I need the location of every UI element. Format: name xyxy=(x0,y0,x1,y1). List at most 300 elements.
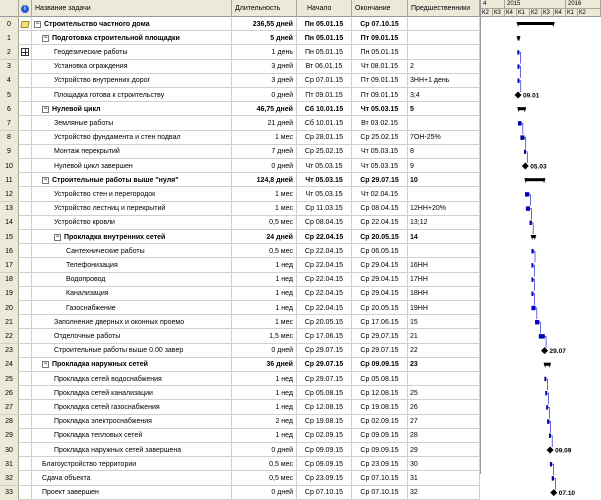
end-cell[interactable]: Ср 17.06.15 xyxy=(352,315,408,329)
dependency-link[interactable] xyxy=(519,67,521,78)
milestone-marker[interactable] xyxy=(522,163,529,170)
milestone-marker[interactable] xyxy=(515,92,522,99)
end-cell[interactable]: Ср 07.10.15 xyxy=(352,486,408,500)
predecessors-cell[interactable]: 10 xyxy=(408,173,480,187)
duration-cell[interactable]: 2 нед xyxy=(232,415,297,429)
task-name-cell[interactable] xyxy=(32,116,232,130)
end-cell[interactable]: Чт 05.03.15 xyxy=(352,145,408,159)
start-cell[interactable]: Ср 11.03.15 xyxy=(297,202,352,216)
end-cell[interactable]: Чт 08.01.15 xyxy=(352,60,408,74)
milestone-label[interactable]: 07.10 xyxy=(558,490,576,498)
dependency-link[interactable] xyxy=(539,322,541,333)
end-cell[interactable]: Ср 29.04.15 xyxy=(352,273,408,287)
start-cell[interactable]: Ср 17.06.15 xyxy=(297,329,352,343)
row-id[interactable]: 24 xyxy=(0,358,19,372)
start-cell[interactable]: Чт 05.03.15 xyxy=(297,187,352,201)
dependency-link[interactable] xyxy=(547,393,549,404)
duration-cell[interactable]: 1 нед xyxy=(232,372,297,386)
table-row[interactable] xyxy=(0,202,480,216)
start-cell[interactable]: Ср 08.04.15 xyxy=(297,216,352,230)
end-cell[interactable]: Ср 07.10.15 xyxy=(352,17,408,31)
duration-cell[interactable]: 1 нед xyxy=(232,301,297,315)
end-cell[interactable]: Ср 29.04.15 xyxy=(352,258,408,272)
end-cell[interactable]: Ср 25.02.15 xyxy=(352,131,408,145)
end-cell[interactable]: Ср 06.05.15 xyxy=(352,244,408,258)
duration-cell[interactable]: 1 нед xyxy=(232,287,297,301)
duration-cell[interactable]: 1 нед xyxy=(232,386,297,400)
task-name-cell[interactable] xyxy=(32,131,232,145)
row-id[interactable]: 13 xyxy=(0,202,19,216)
predecessors-cell[interactable]: 8 xyxy=(408,145,480,159)
predecessors-cell[interactable]: 17НН xyxy=(408,273,480,287)
table-row[interactable] xyxy=(0,145,480,159)
task-name-cell[interactable] xyxy=(32,102,232,116)
predecessors-cell[interactable]: 26 xyxy=(408,400,480,414)
milestone-marker[interactable] xyxy=(541,347,548,354)
task-bar[interactable] xyxy=(530,221,532,225)
predecessors-cell[interactable]: 25 xyxy=(408,386,480,400)
table-row[interactable] xyxy=(0,372,480,386)
predecessors-cell[interactable]: 23 xyxy=(408,358,480,372)
start-cell[interactable]: Ср 09.09.15 xyxy=(297,457,352,471)
predecessors-cell[interactable]: 14 xyxy=(408,230,480,244)
predecessors-cell[interactable] xyxy=(408,372,480,386)
dependency-link[interactable] xyxy=(551,436,553,447)
table-row[interactable] xyxy=(0,443,480,457)
task-name-cell[interactable] xyxy=(32,344,232,358)
duration-cell[interactable]: 0 дней xyxy=(232,443,297,457)
task-name-cell[interactable] xyxy=(32,258,232,272)
start-cell[interactable]: Ср 09.09.15 xyxy=(297,443,352,457)
start-cell[interactable]: Ср 05.08.15 xyxy=(297,386,352,400)
task-name-cell[interactable] xyxy=(32,471,232,485)
end-cell[interactable]: Ср 09.09.15 xyxy=(352,443,408,457)
table-row[interactable] xyxy=(0,315,480,329)
header-duration[interactable]: Длительность xyxy=(232,0,297,17)
predecessors-cell[interactable]: 21 xyxy=(408,329,480,343)
table-row[interactable] xyxy=(0,159,480,173)
dependency-link[interactable] xyxy=(529,194,531,205)
row-id[interactable]: 18 xyxy=(0,273,19,287)
milestone-marker[interactable] xyxy=(550,489,557,496)
predecessors-cell[interactable]: 32 xyxy=(408,486,480,500)
row-id[interactable]: 21 xyxy=(0,315,19,329)
start-cell[interactable]: Сб 10.01.15 xyxy=(297,116,352,130)
end-cell[interactable]: Ср 29.07.15 xyxy=(352,344,408,358)
end-cell[interactable]: Ср 20.05.15 xyxy=(352,230,408,244)
start-cell[interactable]: Ср 22.04.15 xyxy=(297,230,352,244)
row-id[interactable]: 4 xyxy=(0,74,19,88)
end-cell[interactable]: Ср 29.07.15 xyxy=(352,173,408,187)
end-cell[interactable]: Пт 09.01.15 xyxy=(352,31,408,45)
duration-cell[interactable]: 1 мес xyxy=(232,315,297,329)
dependency-link[interactable] xyxy=(524,138,526,149)
dependency-link[interactable] xyxy=(533,265,535,276)
predecessors-cell[interactable]: 3НН+1 день xyxy=(408,74,480,88)
start-cell[interactable]: Пн 05.01.15 xyxy=(297,31,352,45)
end-cell[interactable]: Ср 09.09.15 xyxy=(352,358,408,372)
table-row[interactable] xyxy=(0,301,480,315)
start-cell[interactable]: Вт 06.01.15 xyxy=(297,60,352,74)
end-cell[interactable]: Ср 02.09.15 xyxy=(352,415,408,429)
duration-cell[interactable]: 0,5 мес xyxy=(232,471,297,485)
table-row[interactable] xyxy=(0,273,480,287)
end-cell[interactable]: Ср 07.10.15 xyxy=(352,471,408,485)
end-cell[interactable]: Чт 05.03.15 xyxy=(352,102,408,116)
task-name-cell[interactable] xyxy=(32,429,232,443)
row-id[interactable]: 28 xyxy=(0,415,19,429)
table-row[interactable] xyxy=(0,17,480,31)
start-cell[interactable]: Ср 20.05.15 xyxy=(297,315,352,329)
duration-cell[interactable]: 1 нед xyxy=(232,273,297,287)
table-row[interactable] xyxy=(0,358,480,372)
row-id[interactable]: 10 xyxy=(0,159,19,173)
end-cell[interactable]: Пн 05.01.15 xyxy=(352,45,408,59)
task-name-cell[interactable] xyxy=(32,329,232,343)
dependency-link[interactable] xyxy=(519,81,521,92)
start-cell[interactable]: Ср 29.07.15 xyxy=(297,372,352,386)
duration-cell[interactable]: 1 нед xyxy=(232,258,297,272)
task-bar[interactable] xyxy=(518,50,520,54)
header-id[interactable] xyxy=(0,0,19,17)
table-row[interactable] xyxy=(0,471,480,485)
row-id[interactable]: 12 xyxy=(0,187,19,201)
table-row[interactable] xyxy=(0,74,480,88)
start-cell[interactable]: Пн 05.01.15 xyxy=(297,45,352,59)
duration-cell[interactable]: 124,8 дней xyxy=(232,173,297,187)
predecessors-cell[interactable]: 19НН xyxy=(408,301,480,315)
start-cell[interactable]: Ср 29.07.15 xyxy=(297,344,352,358)
table-row[interactable] xyxy=(0,31,480,45)
row-id[interactable]: 6 xyxy=(0,102,19,116)
task-name-cell[interactable] xyxy=(32,17,232,31)
table-row[interactable] xyxy=(0,258,480,272)
task-name-cell[interactable] xyxy=(32,173,232,187)
task-name-cell[interactable] xyxy=(32,60,232,74)
start-cell[interactable]: Чт 05.03.15 xyxy=(297,173,352,187)
predecessors-cell[interactable] xyxy=(408,31,480,45)
task-bar[interactable] xyxy=(535,320,539,324)
table-row[interactable] xyxy=(0,415,480,429)
task-name-cell[interactable] xyxy=(32,400,232,414)
start-cell[interactable]: Ср 22.04.15 xyxy=(297,301,352,315)
milestone-label[interactable]: 29.07 xyxy=(549,348,566,356)
task-name-cell[interactable] xyxy=(32,457,232,471)
dependency-link[interactable] xyxy=(533,294,535,305)
row-id[interactable]: 25 xyxy=(0,372,19,386)
task-bar[interactable] xyxy=(532,263,534,267)
end-cell[interactable]: Ср 12.08.15 xyxy=(352,386,408,400)
start-cell[interactable]: Ср 19.08.15 xyxy=(297,415,352,429)
predecessors-cell[interactable] xyxy=(408,187,480,201)
row-id[interactable]: 11 xyxy=(0,173,19,187)
task-name-cell[interactable] xyxy=(32,230,232,244)
table-row[interactable] xyxy=(0,116,480,130)
dependency-link[interactable] xyxy=(546,379,548,390)
start-cell[interactable]: Ср 25.02.15 xyxy=(297,145,352,159)
task-name-cell[interactable] xyxy=(32,31,232,45)
table-row[interactable] xyxy=(0,45,480,59)
dependency-link[interactable] xyxy=(532,223,534,234)
end-cell[interactable]: Ср 20.05.15 xyxy=(352,301,408,315)
row-id[interactable]: 16 xyxy=(0,244,19,258)
dependency-link[interactable] xyxy=(545,336,547,347)
task-bar[interactable] xyxy=(547,420,549,424)
start-cell[interactable]: Ср 07.10.15 xyxy=(297,486,352,500)
duration-cell[interactable]: 1 нед xyxy=(232,429,297,443)
task-bar[interactable] xyxy=(552,476,554,480)
duration-cell[interactable]: 0 дней xyxy=(232,486,297,500)
duration-cell[interactable]: 236,55 дней xyxy=(232,17,297,31)
note-icon[interactable] xyxy=(20,21,29,28)
end-cell[interactable]: Пт 09.01.15 xyxy=(352,74,408,88)
row-id[interactable]: 17 xyxy=(0,258,19,272)
task-bar[interactable] xyxy=(549,434,551,438)
table-row[interactable] xyxy=(0,486,480,500)
dependency-link[interactable] xyxy=(519,52,521,63)
summary-bar[interactable] xyxy=(525,178,544,181)
duration-cell[interactable]: 5 дней xyxy=(232,31,297,45)
task-name-cell[interactable] xyxy=(32,145,232,159)
row-id[interactable]: 33 xyxy=(0,486,19,500)
end-cell[interactable]: Пт 09.01.15 xyxy=(352,88,408,102)
duration-cell[interactable]: 0,5 мес xyxy=(232,457,297,471)
row-id[interactable]: 2 xyxy=(0,45,19,59)
predecessors-cell[interactable]: 12НН+20% xyxy=(408,202,480,216)
predecessors-cell[interactable]: 29 xyxy=(408,443,480,457)
predecessors-cell[interactable]: 13;12 xyxy=(408,216,480,230)
duration-cell[interactable]: 21 дней xyxy=(232,116,297,130)
task-bar[interactable] xyxy=(546,405,548,409)
row-id[interactable]: 5 xyxy=(0,88,19,102)
end-cell[interactable]: Ср 09.09.15 xyxy=(352,429,408,443)
task-bar[interactable] xyxy=(532,278,534,282)
task-name-cell[interactable] xyxy=(32,273,232,287)
start-cell[interactable]: Ср 22.04.15 xyxy=(297,258,352,272)
end-cell[interactable]: Ср 19.08.15 xyxy=(352,400,408,414)
end-cell[interactable]: Вт 03.02.15 xyxy=(352,116,408,130)
start-cell[interactable]: Ср 29.07.15 xyxy=(297,358,352,372)
duration-cell[interactable]: 1 мес xyxy=(232,202,297,216)
task-bar[interactable] xyxy=(539,334,545,338)
task-name-cell[interactable] xyxy=(32,301,232,315)
header-end[interactable]: Окончание xyxy=(352,0,408,17)
dependency-link[interactable] xyxy=(548,407,550,418)
table-row[interactable] xyxy=(0,131,480,145)
predecessors-cell[interactable]: 18НН xyxy=(408,287,480,301)
table-row[interactable] xyxy=(0,187,480,201)
task-bar[interactable] xyxy=(550,462,552,466)
start-cell[interactable]: Ср 12.08.15 xyxy=(297,400,352,414)
end-cell[interactable]: Чт 02.04.15 xyxy=(352,187,408,201)
task-name-cell[interactable] xyxy=(32,415,232,429)
task-bar[interactable] xyxy=(526,207,530,211)
duration-cell[interactable]: 3 дней xyxy=(232,74,297,88)
dependency-link[interactable] xyxy=(552,464,554,475)
collapse-toggle[interactable]: − xyxy=(43,34,48,41)
duration-cell[interactable]: 0 дней xyxy=(232,344,297,358)
row-id[interactable]: 1 xyxy=(0,31,19,45)
start-cell[interactable]: Ср 22.04.15 xyxy=(297,273,352,287)
table-row[interactable] xyxy=(0,216,480,230)
dependency-link[interactable] xyxy=(526,152,528,163)
task-name-cell[interactable] xyxy=(32,74,232,88)
duration-cell[interactable]: 24 дней xyxy=(232,230,297,244)
row-id[interactable]: 29 xyxy=(0,429,19,443)
table-row[interactable] xyxy=(0,88,480,102)
header-start[interactable]: Начало xyxy=(297,0,352,17)
table-row[interactable] xyxy=(0,329,480,343)
dependency-link[interactable] xyxy=(530,209,532,220)
task-bar[interactable] xyxy=(518,121,521,125)
task-name-cell[interactable] xyxy=(32,443,232,457)
table-row[interactable] xyxy=(0,287,480,301)
collapse-toggle[interactable]: − xyxy=(43,361,48,368)
dependency-link[interactable] xyxy=(535,308,537,319)
table-row[interactable] xyxy=(0,244,480,258)
predecessors-cell[interactable] xyxy=(408,45,480,59)
table-row[interactable] xyxy=(0,173,480,187)
row-id[interactable]: 8 xyxy=(0,131,19,145)
table-icon[interactable] xyxy=(21,48,29,56)
header-predecessors[interactable]: Предшественники xyxy=(408,0,480,17)
row-id[interactable]: 22 xyxy=(0,329,19,343)
dependency-link[interactable] xyxy=(521,123,523,134)
duration-cell[interactable]: 0 дней xyxy=(232,88,297,102)
row-id[interactable]: 14 xyxy=(0,216,19,230)
row-id[interactable]: 23 xyxy=(0,344,19,358)
task-bar[interactable] xyxy=(518,79,520,83)
table-row[interactable] xyxy=(0,102,480,116)
predecessors-cell[interactable] xyxy=(408,17,480,31)
collapse-toggle[interactable]: − xyxy=(43,105,48,112)
duration-cell[interactable]: 7 дней xyxy=(232,145,297,159)
duration-cell[interactable]: 0 дней xyxy=(232,159,297,173)
predecessors-cell[interactable]: 5 xyxy=(408,102,480,116)
task-bar[interactable] xyxy=(532,306,536,310)
predecessors-cell[interactable] xyxy=(408,244,480,258)
duration-cell[interactable]: 1 день xyxy=(232,45,297,59)
duration-cell[interactable]: 46,75 дней xyxy=(232,102,297,116)
predecessors-cell[interactable]: 28 xyxy=(408,429,480,443)
task-name-cell[interactable] xyxy=(32,159,232,173)
milestone-label[interactable]: 09.09 xyxy=(555,447,572,455)
table-row[interactable] xyxy=(0,386,480,400)
dependency-link[interactable] xyxy=(533,251,535,262)
table-row[interactable] xyxy=(0,457,480,471)
milestone-label[interactable]: 05.03 xyxy=(530,163,547,171)
task-bar[interactable] xyxy=(532,249,534,253)
start-cell[interactable]: Ср 28.01.15 xyxy=(297,131,352,145)
end-cell[interactable]: Ср 29.04.15 xyxy=(352,287,408,301)
table-row[interactable] xyxy=(0,60,480,74)
end-cell[interactable]: Ср 29.07.15 xyxy=(352,329,408,343)
task-bar[interactable] xyxy=(521,136,525,140)
end-cell[interactable]: Чт 05.03.15 xyxy=(352,159,408,173)
end-cell[interactable]: Ср 23.09.15 xyxy=(352,457,408,471)
start-cell[interactable]: Пн 05.01.15 xyxy=(297,17,352,31)
predecessors-cell[interactable]: 16НН xyxy=(408,258,480,272)
end-cell[interactable]: Ср 05.08.15 xyxy=(352,372,408,386)
collapse-toggle[interactable]: − xyxy=(35,20,40,27)
table-row[interactable] xyxy=(0,429,480,443)
task-bar[interactable] xyxy=(525,192,529,196)
task-name-cell[interactable] xyxy=(32,386,232,400)
predecessors-cell[interactable]: 2 xyxy=(408,60,480,74)
start-cell[interactable]: Ср 02.09.15 xyxy=(297,429,352,443)
start-cell[interactable]: Ср 22.04.15 xyxy=(297,244,352,258)
row-id[interactable]: 19 xyxy=(0,287,19,301)
header-info-icon[interactable] xyxy=(19,0,32,17)
dependency-link[interactable] xyxy=(549,422,551,433)
row-id[interactable]: 15 xyxy=(0,230,19,244)
duration-cell[interactable]: 1 нед xyxy=(232,400,297,414)
predecessors-cell[interactable]: 30 xyxy=(408,457,480,471)
predecessors-cell[interactable]: 7ОН-25% xyxy=(408,131,480,145)
task-name-cell[interactable] xyxy=(32,486,232,500)
task-bar[interactable] xyxy=(532,292,534,296)
duration-cell[interactable]: 1 мес xyxy=(232,131,297,145)
end-cell[interactable]: Ср 08.04.15 xyxy=(352,202,408,216)
start-cell[interactable]: Чт 05.03.15 xyxy=(297,159,352,173)
table-row[interactable] xyxy=(0,400,480,414)
dependency-link[interactable] xyxy=(533,280,535,291)
row-id[interactable]: 30 xyxy=(0,443,19,457)
start-cell[interactable]: Сб 10.01.15 xyxy=(297,102,352,116)
task-name-cell[interactable] xyxy=(32,244,232,258)
task-name-cell[interactable] xyxy=(32,187,232,201)
predecessors-cell[interactable] xyxy=(408,116,480,130)
start-cell[interactable]: Ср 07.01.15 xyxy=(297,74,352,88)
row-id[interactable]: 3 xyxy=(0,60,19,74)
milestone-label[interactable]: 09.01 xyxy=(523,92,540,100)
predecessors-cell[interactable]: 3;4 xyxy=(408,88,480,102)
start-cell[interactable]: Пт 09.01.15 xyxy=(297,88,352,102)
task-name-cell[interactable] xyxy=(32,202,232,216)
duration-cell[interactable]: 0,5 мес xyxy=(232,244,297,258)
task-bar[interactable] xyxy=(545,391,547,395)
duration-cell[interactable]: 1 мес xyxy=(232,187,297,201)
start-cell[interactable]: Ср 23.09.15 xyxy=(297,471,352,485)
collapse-toggle[interactable]: − xyxy=(43,176,48,183)
duration-cell[interactable]: 3 дней xyxy=(232,60,297,74)
duration-cell[interactable]: 36 дней xyxy=(232,358,297,372)
predecessors-cell[interactable]: 22 xyxy=(408,344,480,358)
row-id[interactable]: 20 xyxy=(0,301,19,315)
task-name-cell[interactable] xyxy=(32,216,232,230)
row-id[interactable]: 31 xyxy=(0,457,19,471)
task-name-cell[interactable] xyxy=(32,358,232,372)
duration-cell[interactable]: 1,5 мес xyxy=(232,329,297,343)
predecessors-cell[interactable]: 9 xyxy=(408,159,480,173)
row-id[interactable]: 7 xyxy=(0,116,19,130)
table-row[interactable] xyxy=(0,230,480,244)
row-id[interactable]: 27 xyxy=(0,400,19,414)
end-cell[interactable]: Ср 22.04.15 xyxy=(352,216,408,230)
task-name-cell[interactable] xyxy=(32,372,232,386)
start-cell[interactable]: Ср 22.04.15 xyxy=(297,287,352,301)
predecessors-cell[interactable]: 27 xyxy=(408,415,480,429)
task-bar[interactable] xyxy=(524,150,526,154)
row-id[interactable]: 0 xyxy=(0,17,19,31)
duration-cell[interactable]: 0,5 мес xyxy=(232,216,297,230)
predecessors-cell[interactable]: 15 xyxy=(408,315,480,329)
dependency-link[interactable] xyxy=(554,478,556,489)
row-id[interactable]: 32 xyxy=(0,471,19,485)
collapse-toggle[interactable]: − xyxy=(55,233,60,240)
task-name-cell[interactable] xyxy=(32,45,232,59)
task-name-cell[interactable] xyxy=(32,287,232,301)
